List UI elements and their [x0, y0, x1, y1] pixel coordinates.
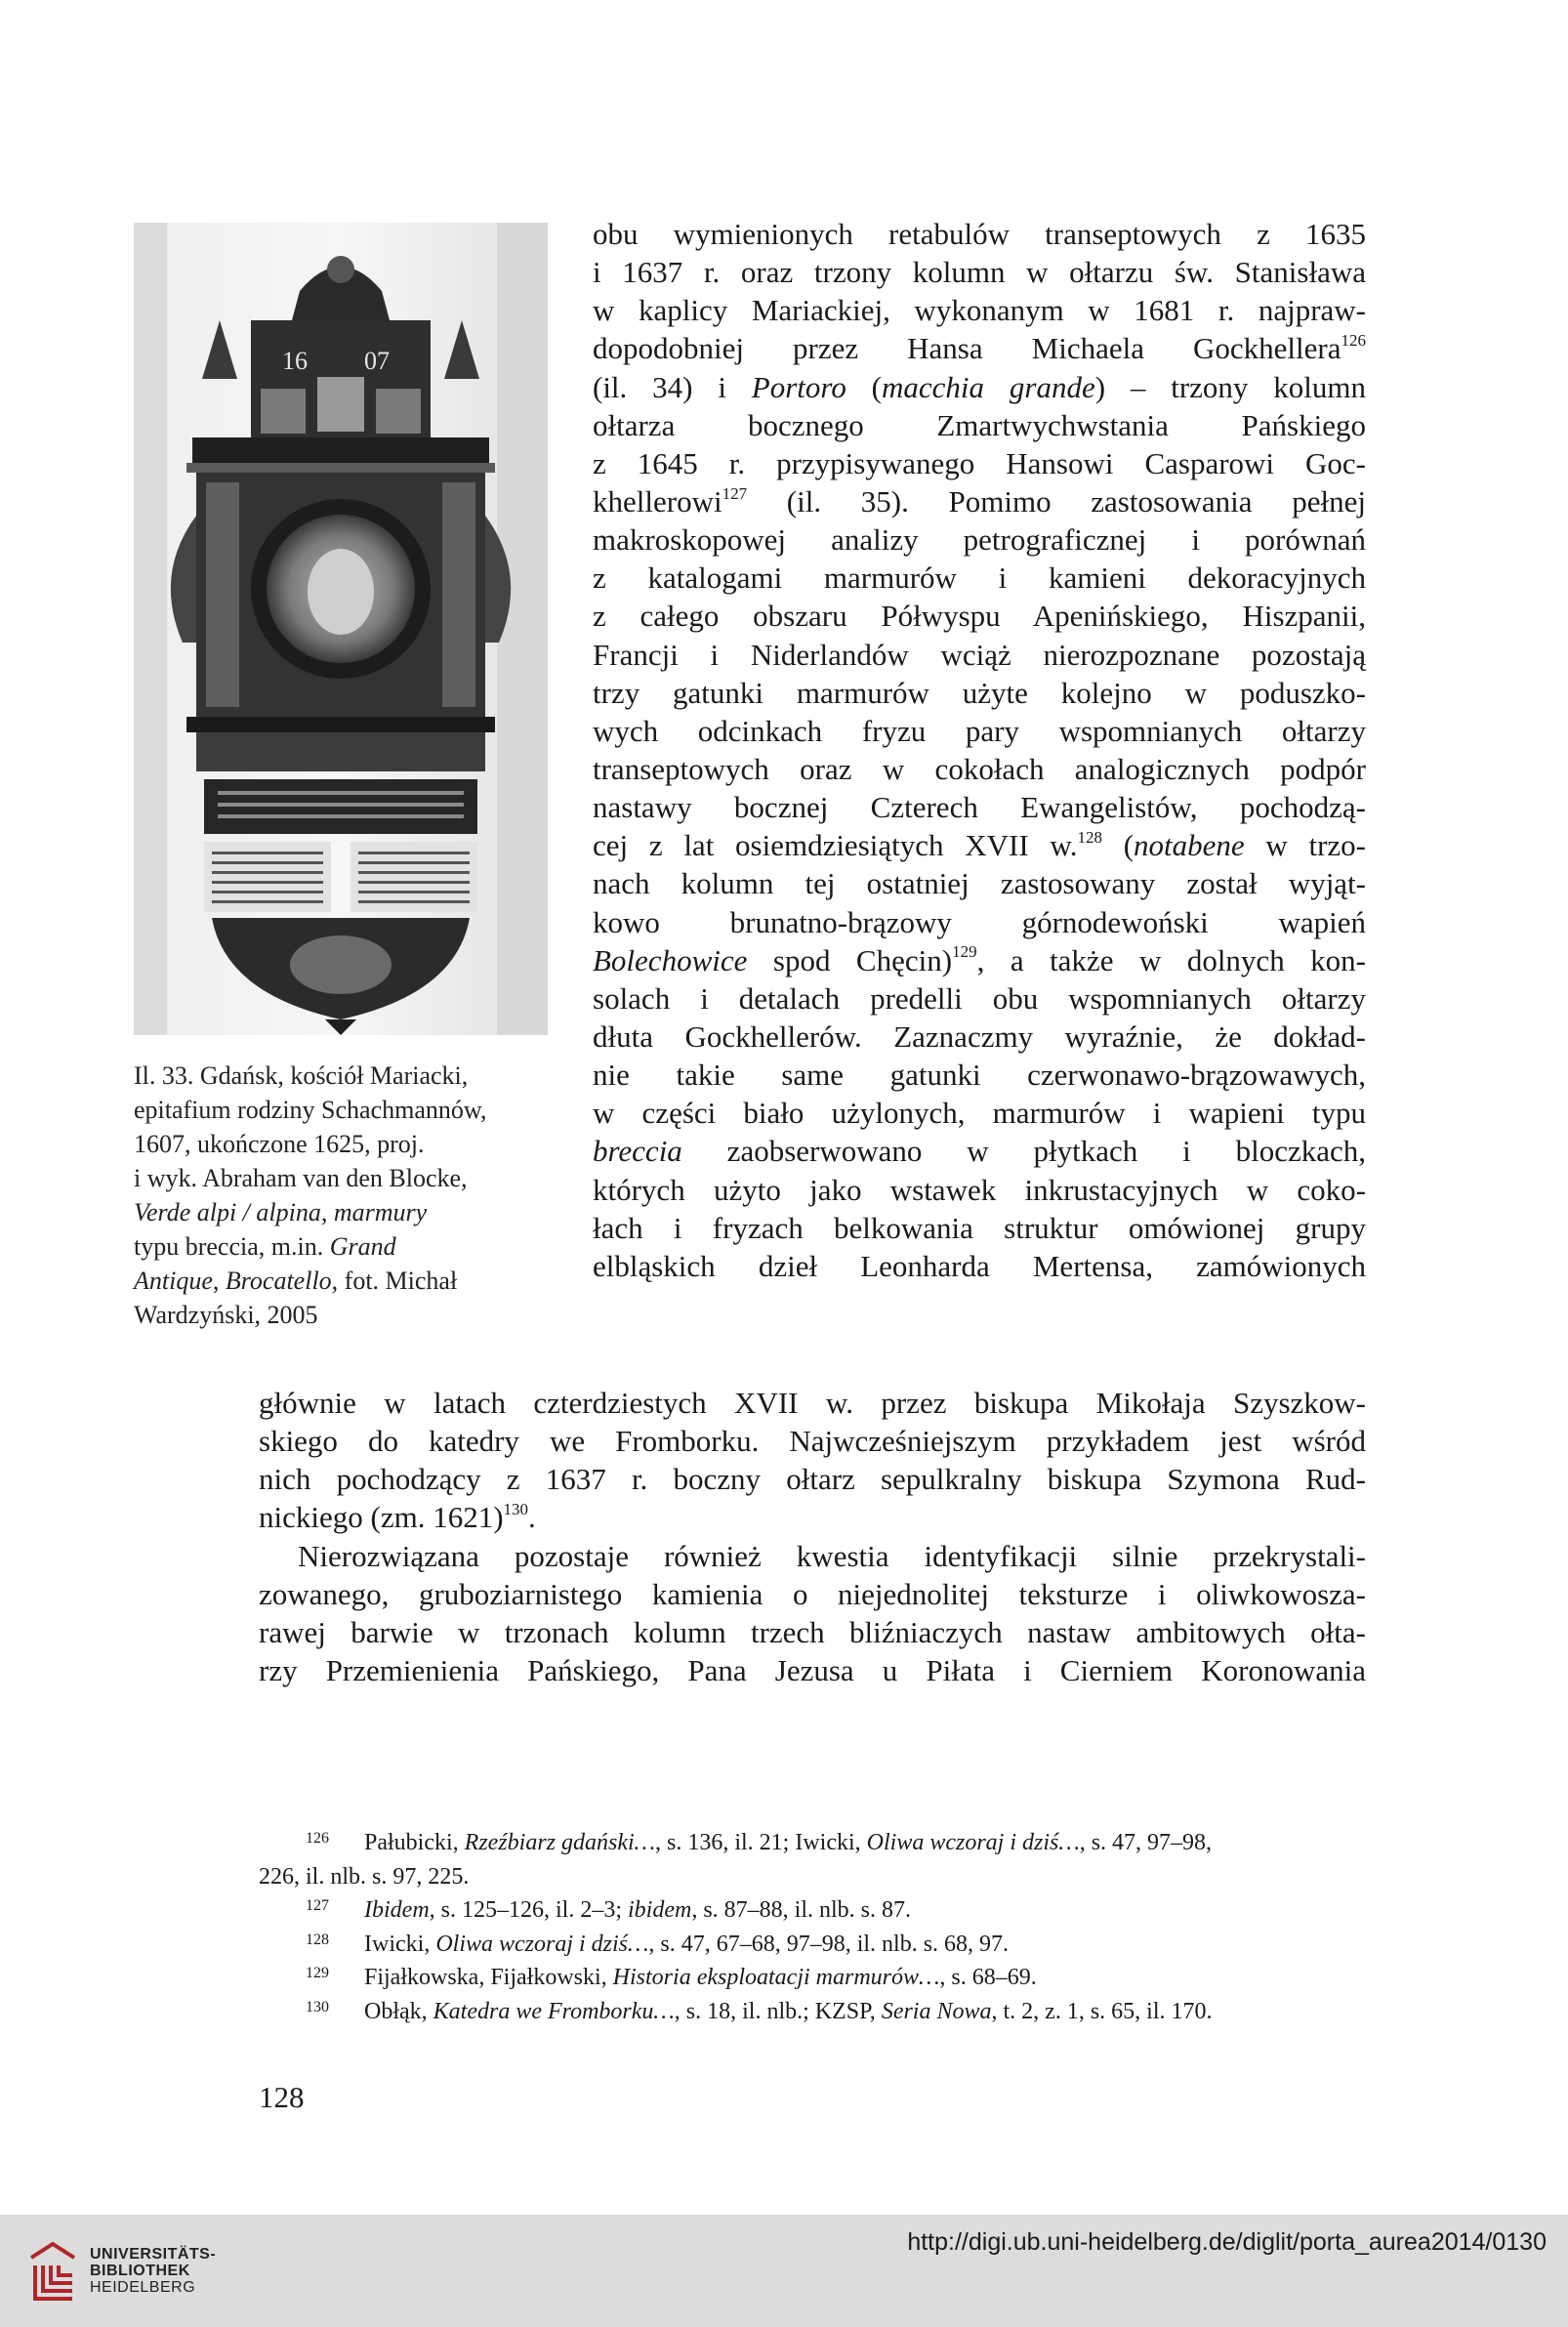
- library-logo-icon[interactable]: [25, 2236, 82, 2306]
- text-line: nastawy bocznej Czterech Ewangelistów, pochodzą-: [593, 790, 1366, 825]
- footnote-ref[interactable]: 128: [1077, 827, 1102, 847]
- text-line: których użyto jako wstawek inkrustacyjnych w coko-: [593, 1172, 1366, 1207]
- footnote-126-continued: 226, il. nlb. s. 97, 225.: [259, 1863, 470, 1890]
- text-line: skiego do katedry we Fromborku. Najwcześniejszym przykładem jest wśród: [259, 1424, 1366, 1459]
- text-line: obu wymienionych retabulów transeptowych z 1635: [593, 217, 1366, 251]
- caption-line: Antique, Brocatello, fot. Michał: [134, 1267, 458, 1295]
- text-line: rzy Przemienienia Pańskiego, Pana Jezusa u Piłata i Cierniem Koronowania: [259, 1652, 1366, 1687]
- text-line: breccia zaobserwowano w płytkach i bloczkach,: [593, 1134, 1366, 1169]
- caption-line: Verde alpi / alpina, marmury: [134, 1198, 428, 1226]
- source-url-link[interactable]: http://digi.ub.uni-heidelberg.de/diglit/porta_aurea2014/0130: [907, 2228, 1547, 2256]
- text-line: elbląskich dzieł Leonharda Mertensa, zamówionych: [593, 1248, 1366, 1283]
- text-line: khellerowi$^{127}$ (il. 35). Pomimo zastosowania pełnej: [593, 483, 1366, 519]
- text-line: kowo brunatno-brązowy górnodewoński wapień: [593, 904, 1366, 939]
- footnote-130: 130 Obłąk, Katedra we Fromborku…, s. 18, il. nlb.; KZSP, Seria Nowa, t. 2, z. 1, s. 65, il. 170.: [306, 1998, 1213, 2024]
- text-line: nie takie same gatunki czerwonawo-brązowawych,: [593, 1058, 1366, 1093]
- text-line: dłuta Gockhellerów. Zaznaczmy wyraźnie, że dokład-: [593, 1018, 1366, 1054]
- footnote-128: 128 Iwicki, Oliwa wczoraj i dziś…, s. 47, 67–68, 97–98, il. nlb. s. 68, 97.: [306, 1931, 1010, 1957]
- text-line: transeptowych oraz w cokołach analogicznych podpór: [593, 751, 1366, 786]
- text-line: ołtarza bocznego Zmartwychwstania Pańskiego: [593, 407, 1366, 442]
- epitaph-photo: [134, 223, 548, 1035]
- footnote-129: 129 Fijałkowska, Fijałkowski, Historia eksploatacji marmurów…, s. 68–69.: [306, 1965, 1037, 1990]
- text-line: w kaplicy Mariackiej, wykonanym w 1681 r. najpraw-: [593, 293, 1366, 328]
- text-line: rawej barwie w trzonach kolumn trzech bliźniaczych nastaw ambitowych ołta-: [259, 1614, 1366, 1649]
- body-text-column: [593, 215, 1366, 1285]
- text-line: (il. 34) i Portoro (macchia grande) – trzony kolumn: [593, 369, 1367, 404]
- text-line: nich pochodzący z 1637 r. boczny ołtarz sepulkralny biskupa Szymona Rud-: [259, 1462, 1366, 1497]
- year-left: 16: [282, 347, 308, 375]
- caption-line: 1607, ukończone 1625, proj.: [134, 1130, 425, 1158]
- text-line: i 1637 r. oraz trzony kolumn w ołtarzu św. Stanisława: [593, 255, 1366, 290]
- text-line: zowanego, gruboziarnistego kamienia o niejednolitej teksturze i oliwkowosza-: [259, 1576, 1366, 1611]
- footnote-ref[interactable]: 129: [952, 942, 977, 962]
- text-line: nickiego (zm. 1621)$^{130}$.: [259, 1500, 536, 1535]
- text-line: trzy gatunki marmurów użyte kolejno w poduszko-: [593, 675, 1366, 710]
- caption-line: epitafium rodziny Schachmannów,: [134, 1096, 487, 1124]
- footnote-ref[interactable]: 126: [1341, 331, 1366, 351]
- text-line: w części biało użylonych, marmurów i wapieni typu: [593, 1096, 1366, 1131]
- text-line: głównie w latach czterdziestych XVII w. przez biskupa Mikołaja Szyszkow-: [259, 1386, 1366, 1420]
- text-line: wych odcinkach fryzu pary wspomnianych ołtarzy: [593, 713, 1366, 748]
- caption-line: typu breccia, m.in. Grand: [134, 1232, 396, 1261]
- footnote-126: 126 Pałubicki, Rzeźbiarz gdański…, s. 136, il. 21; Iwicki, Oliwa wczoraj i dziś…, s. 47, 97–98,: [306, 1830, 1213, 1855]
- text-line: dopodobniej przez Hansa Michaela Gockhellera$^{126}$: [593, 331, 1366, 366]
- text-line: z całego obszaru Półwyspu Apenińskiego, Hiszpanii,: [593, 599, 1366, 634]
- text-line: cej z lat osiemdziesiątych XVII w.$^{128}$ (notabene w trzo-: [593, 827, 1367, 863]
- caption-line: Wardzyński, 2005: [134, 1301, 318, 1329]
- footnotes: [259, 1826, 1366, 2028]
- text-line: z katalogami marmurów i kamieni dekoracyjnych: [593, 561, 1366, 596]
- text-line: nach kolumn tej ostatniej zastosowany został wyjąt-: [593, 866, 1366, 901]
- year-right: 07: [364, 347, 390, 375]
- footnote-ref[interactable]: 130: [503, 1500, 529, 1519]
- caption-line: Il. 33. Gdańsk, kościół Mariacki,: [134, 1061, 469, 1090]
- text-line: Nierozwiązana pozostaje również kwestia identyfikacji silnie przekrystali-: [298, 1538, 1366, 1573]
- figure-caption: [134, 1059, 554, 1332]
- text-line: solach i detalach predelli obu wspomnianych ołtarzy: [593, 980, 1366, 1016]
- library-logo-text: UNIVERSITÄTS- BIBLIOTHEK HEIDELBERG: [90, 2246, 217, 2296]
- caption-line: i wyk. Abraham van den Blocke,: [134, 1164, 468, 1192]
- page-number: 128: [259, 2080, 305, 2114]
- footnote-127: 127 Ibidem, s. 125–126, il. 2–3; ibidem, s. 87–88, il. nlb. s. 87.: [306, 1897, 912, 1923]
- text-line: z 1645 r. przypisywanego Hansowi Casparowi Goc-: [593, 445, 1366, 480]
- text-line: makroskopowej analizy petrograficznej i porównań: [593, 522, 1366, 558]
- epitaph-illustration: [134, 223, 548, 1035]
- body-text-full: [259, 1384, 1366, 1689]
- text-line: łach i fryzach belkowania struktur omówionej grupy: [593, 1210, 1366, 1245]
- text-line: Francji i Niderlandów wciąż nierozpoznane pozostają: [593, 637, 1366, 672]
- footnote-ref[interactable]: 127: [722, 483, 748, 503]
- text-line: Bolechowice spod Chęcin)$^{129}$, a także w dolnych kon-: [593, 942, 1367, 977]
